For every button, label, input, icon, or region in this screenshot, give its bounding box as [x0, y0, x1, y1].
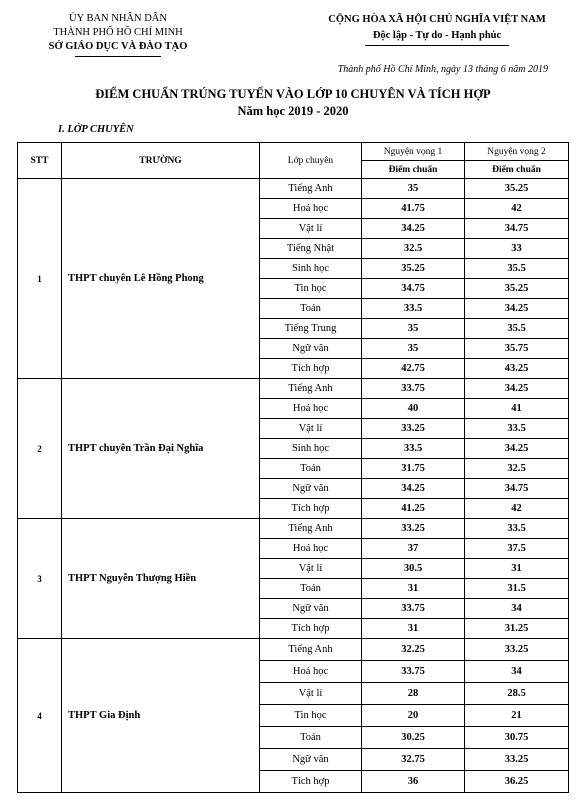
school-name-cell: THPT chuyên Trần Đại Nghĩa: [62, 379, 260, 519]
motto-underline: [365, 45, 509, 46]
issuer-line-2: THÀNH PHỐ HỒ CHÍ MINH: [53, 27, 183, 38]
nv2-score-cell: 36.25: [465, 771, 569, 793]
motto-block: [296, 12, 578, 46]
major-cell: Vật lí: [260, 559, 362, 579]
major-cell: Vật lí: [260, 419, 362, 439]
nv2-score-cell: 42: [465, 499, 569, 519]
nv1-score-cell: 31: [362, 619, 465, 639]
nv1-score-cell: 33.75: [362, 379, 465, 399]
nv2-score-cell: 34.25: [465, 439, 569, 459]
major-cell: Toán: [260, 299, 362, 319]
major-cell: Tiếng Anh: [260, 639, 362, 661]
nv1-score-cell: 33.25: [362, 519, 465, 539]
major-cell: Tiếng Anh: [260, 379, 362, 399]
nv1-score-cell: 30.25: [362, 727, 465, 749]
stt-cell: 3: [18, 519, 62, 639]
major-cell: Tích hợp: [260, 499, 362, 519]
nv1-score-cell: 35.25: [362, 259, 465, 279]
nv1-score-cell: 40: [362, 399, 465, 419]
nv2-score-cell: 33.5: [465, 519, 569, 539]
nv1-score-cell: 41.75: [362, 199, 465, 219]
document-date: Thành phố Hồ Chí Minh, ngày 13 tháng 6 năm 2019: [337, 64, 548, 75]
major-cell: Toán: [260, 459, 362, 479]
nv1-score-cell: 36: [362, 771, 465, 793]
nv2-score-cell: 33.25: [465, 749, 569, 771]
major-cell: Vật lí: [260, 219, 362, 239]
nv2-score-cell: 31.25: [465, 619, 569, 639]
major-cell: Ngữ văn: [260, 599, 362, 619]
nv2-score-cell: 35.25: [465, 179, 569, 199]
motto: Độc lập - Tự do - Hạnh phúc: [372, 30, 502, 41]
header-nv1: Nguyện vọng 1: [362, 143, 465, 161]
nv1-score-cell: 34.25: [362, 219, 465, 239]
nv2-score-cell: 32.5: [465, 459, 569, 479]
school-group: [18, 179, 569, 379]
nv2-score-cell: 30.75: [465, 727, 569, 749]
nv2-score-cell: 33.5: [465, 419, 569, 439]
issuer-underline: [75, 56, 161, 57]
nv1-score-cell: 28: [362, 683, 465, 705]
major-cell: Tin học: [260, 279, 362, 299]
header-nv2: Nguyện vọng 2: [465, 143, 569, 161]
header-major: Lớp chuyên: [260, 143, 362, 179]
country-name: CỘNG HÒA XÃ HỘI CHỦ NGHĨA VIỆT NAM: [328, 14, 546, 25]
header-stt: STT: [18, 143, 62, 179]
table-row: [18, 179, 569, 199]
nv1-score-cell: 35: [362, 179, 465, 199]
major-cell: Sinh học: [260, 439, 362, 459]
nv2-score-cell: 28.5: [465, 683, 569, 705]
nv2-score-cell: 42: [465, 199, 569, 219]
nv2-score-cell: 31.5: [465, 579, 569, 599]
nv1-score-cell: 33.25: [362, 419, 465, 439]
nv1-score-cell: 33.75: [362, 599, 465, 619]
stt-cell: 2: [18, 379, 62, 519]
school-name-cell: THPT Nguyễn Thượng Hiền: [62, 519, 260, 639]
issuer-line-3: SỞ GIÁO DỤC VÀ ĐÀO TẠO: [48, 41, 188, 52]
major-cell: Hoá học: [260, 399, 362, 419]
nv2-score-cell: 34: [465, 661, 569, 683]
nv1-score-cell: 34.25: [362, 479, 465, 499]
school-group: [18, 639, 569, 793]
nv2-score-cell: 35.5: [465, 319, 569, 339]
nv1-score-cell: 30.5: [362, 559, 465, 579]
section-heading: I. LỚP CHUYÊN: [58, 124, 134, 135]
document-title: [0, 86, 586, 120]
school-name-cell: THPT chuyên Lê Hồng Phong: [62, 179, 260, 379]
nv1-score-cell: 33.75: [362, 661, 465, 683]
title-line-2: Năm học 2019 - 2020: [237, 104, 349, 118]
nv1-score-cell: 32.75: [362, 749, 465, 771]
table-row: [18, 379, 569, 399]
nv1-score-cell: 34.75: [362, 279, 465, 299]
nv1-score-cell: 31.75: [362, 459, 465, 479]
issuer-line-1: ỦY BAN NHÂN DÂN: [69, 13, 167, 24]
major-cell: Tích hợp: [260, 359, 362, 379]
header-nv1-score: Điểm chuẩn: [362, 161, 465, 179]
nv2-score-cell: 31: [465, 559, 569, 579]
major-cell: Ngữ văn: [260, 339, 362, 359]
nv1-score-cell: 32.25: [362, 639, 465, 661]
school-group: [18, 519, 569, 639]
nv1-score-cell: 20: [362, 705, 465, 727]
table-row: [18, 639, 569, 661]
major-cell: Ngữ văn: [260, 749, 362, 771]
stt-cell: 1: [18, 179, 62, 379]
header-school: TRƯỜNG: [62, 143, 260, 179]
major-cell: Tiếng Nhật: [260, 239, 362, 259]
stt-cell: 4: [18, 639, 62, 793]
table-row: [18, 519, 569, 539]
nv2-score-cell: 43.25: [465, 359, 569, 379]
major-cell: Tích hợp: [260, 771, 362, 793]
nv1-score-cell: 31: [362, 579, 465, 599]
nv2-score-cell: 37.5: [465, 539, 569, 559]
nv2-score-cell: 35.25: [465, 279, 569, 299]
major-cell: Hoá học: [260, 199, 362, 219]
score-table: [17, 142, 569, 793]
nv1-score-cell: 42.75: [362, 359, 465, 379]
major-cell: Hoá học: [260, 661, 362, 683]
school-group: [18, 379, 569, 519]
header-nv2-score: Điểm chuẩn: [465, 161, 569, 179]
nv1-score-cell: 37: [362, 539, 465, 559]
major-cell: Vật lí: [260, 683, 362, 705]
title-line-1: ĐIỂM CHUẨN TRÚNG TUYỂN VÀO LỚP 10 CHUYÊN VÀ TÍCH HỢP: [95, 87, 491, 101]
nv2-score-cell: 33: [465, 239, 569, 259]
major-cell: Ngữ văn: [260, 479, 362, 499]
major-cell: Toán: [260, 579, 362, 599]
school-name-cell: THPT Gia Định: [62, 639, 260, 793]
major-cell: Tin học: [260, 705, 362, 727]
nv2-score-cell: 34.75: [465, 219, 569, 239]
nv2-score-cell: 35.5: [465, 259, 569, 279]
major-cell: Tích hợp: [260, 619, 362, 639]
major-cell: Sinh học: [260, 259, 362, 279]
nv1-score-cell: 33.5: [362, 439, 465, 459]
nv2-score-cell: 35.75: [465, 339, 569, 359]
nv1-score-cell: 33.5: [362, 299, 465, 319]
nv2-score-cell: 33.25: [465, 639, 569, 661]
major-cell: Tiếng Anh: [260, 179, 362, 199]
nv2-score-cell: 21: [465, 705, 569, 727]
major-cell: Tiếng Anh: [260, 519, 362, 539]
nv1-score-cell: 32.5: [362, 239, 465, 259]
nv1-score-cell: 35: [362, 339, 465, 359]
nv1-score-cell: 41.25: [362, 499, 465, 519]
nv2-score-cell: 41: [465, 399, 569, 419]
nv2-score-cell: 34.25: [465, 299, 569, 319]
major-cell: Hoá học: [260, 539, 362, 559]
issuer-block: [18, 12, 218, 57]
major-cell: Tiếng Trung: [260, 319, 362, 339]
nv2-score-cell: 34.25: [465, 379, 569, 399]
nv2-score-cell: 34.75: [465, 479, 569, 499]
nv1-score-cell: 35: [362, 319, 465, 339]
nv2-score-cell: 34: [465, 599, 569, 619]
major-cell: Toán: [260, 727, 362, 749]
